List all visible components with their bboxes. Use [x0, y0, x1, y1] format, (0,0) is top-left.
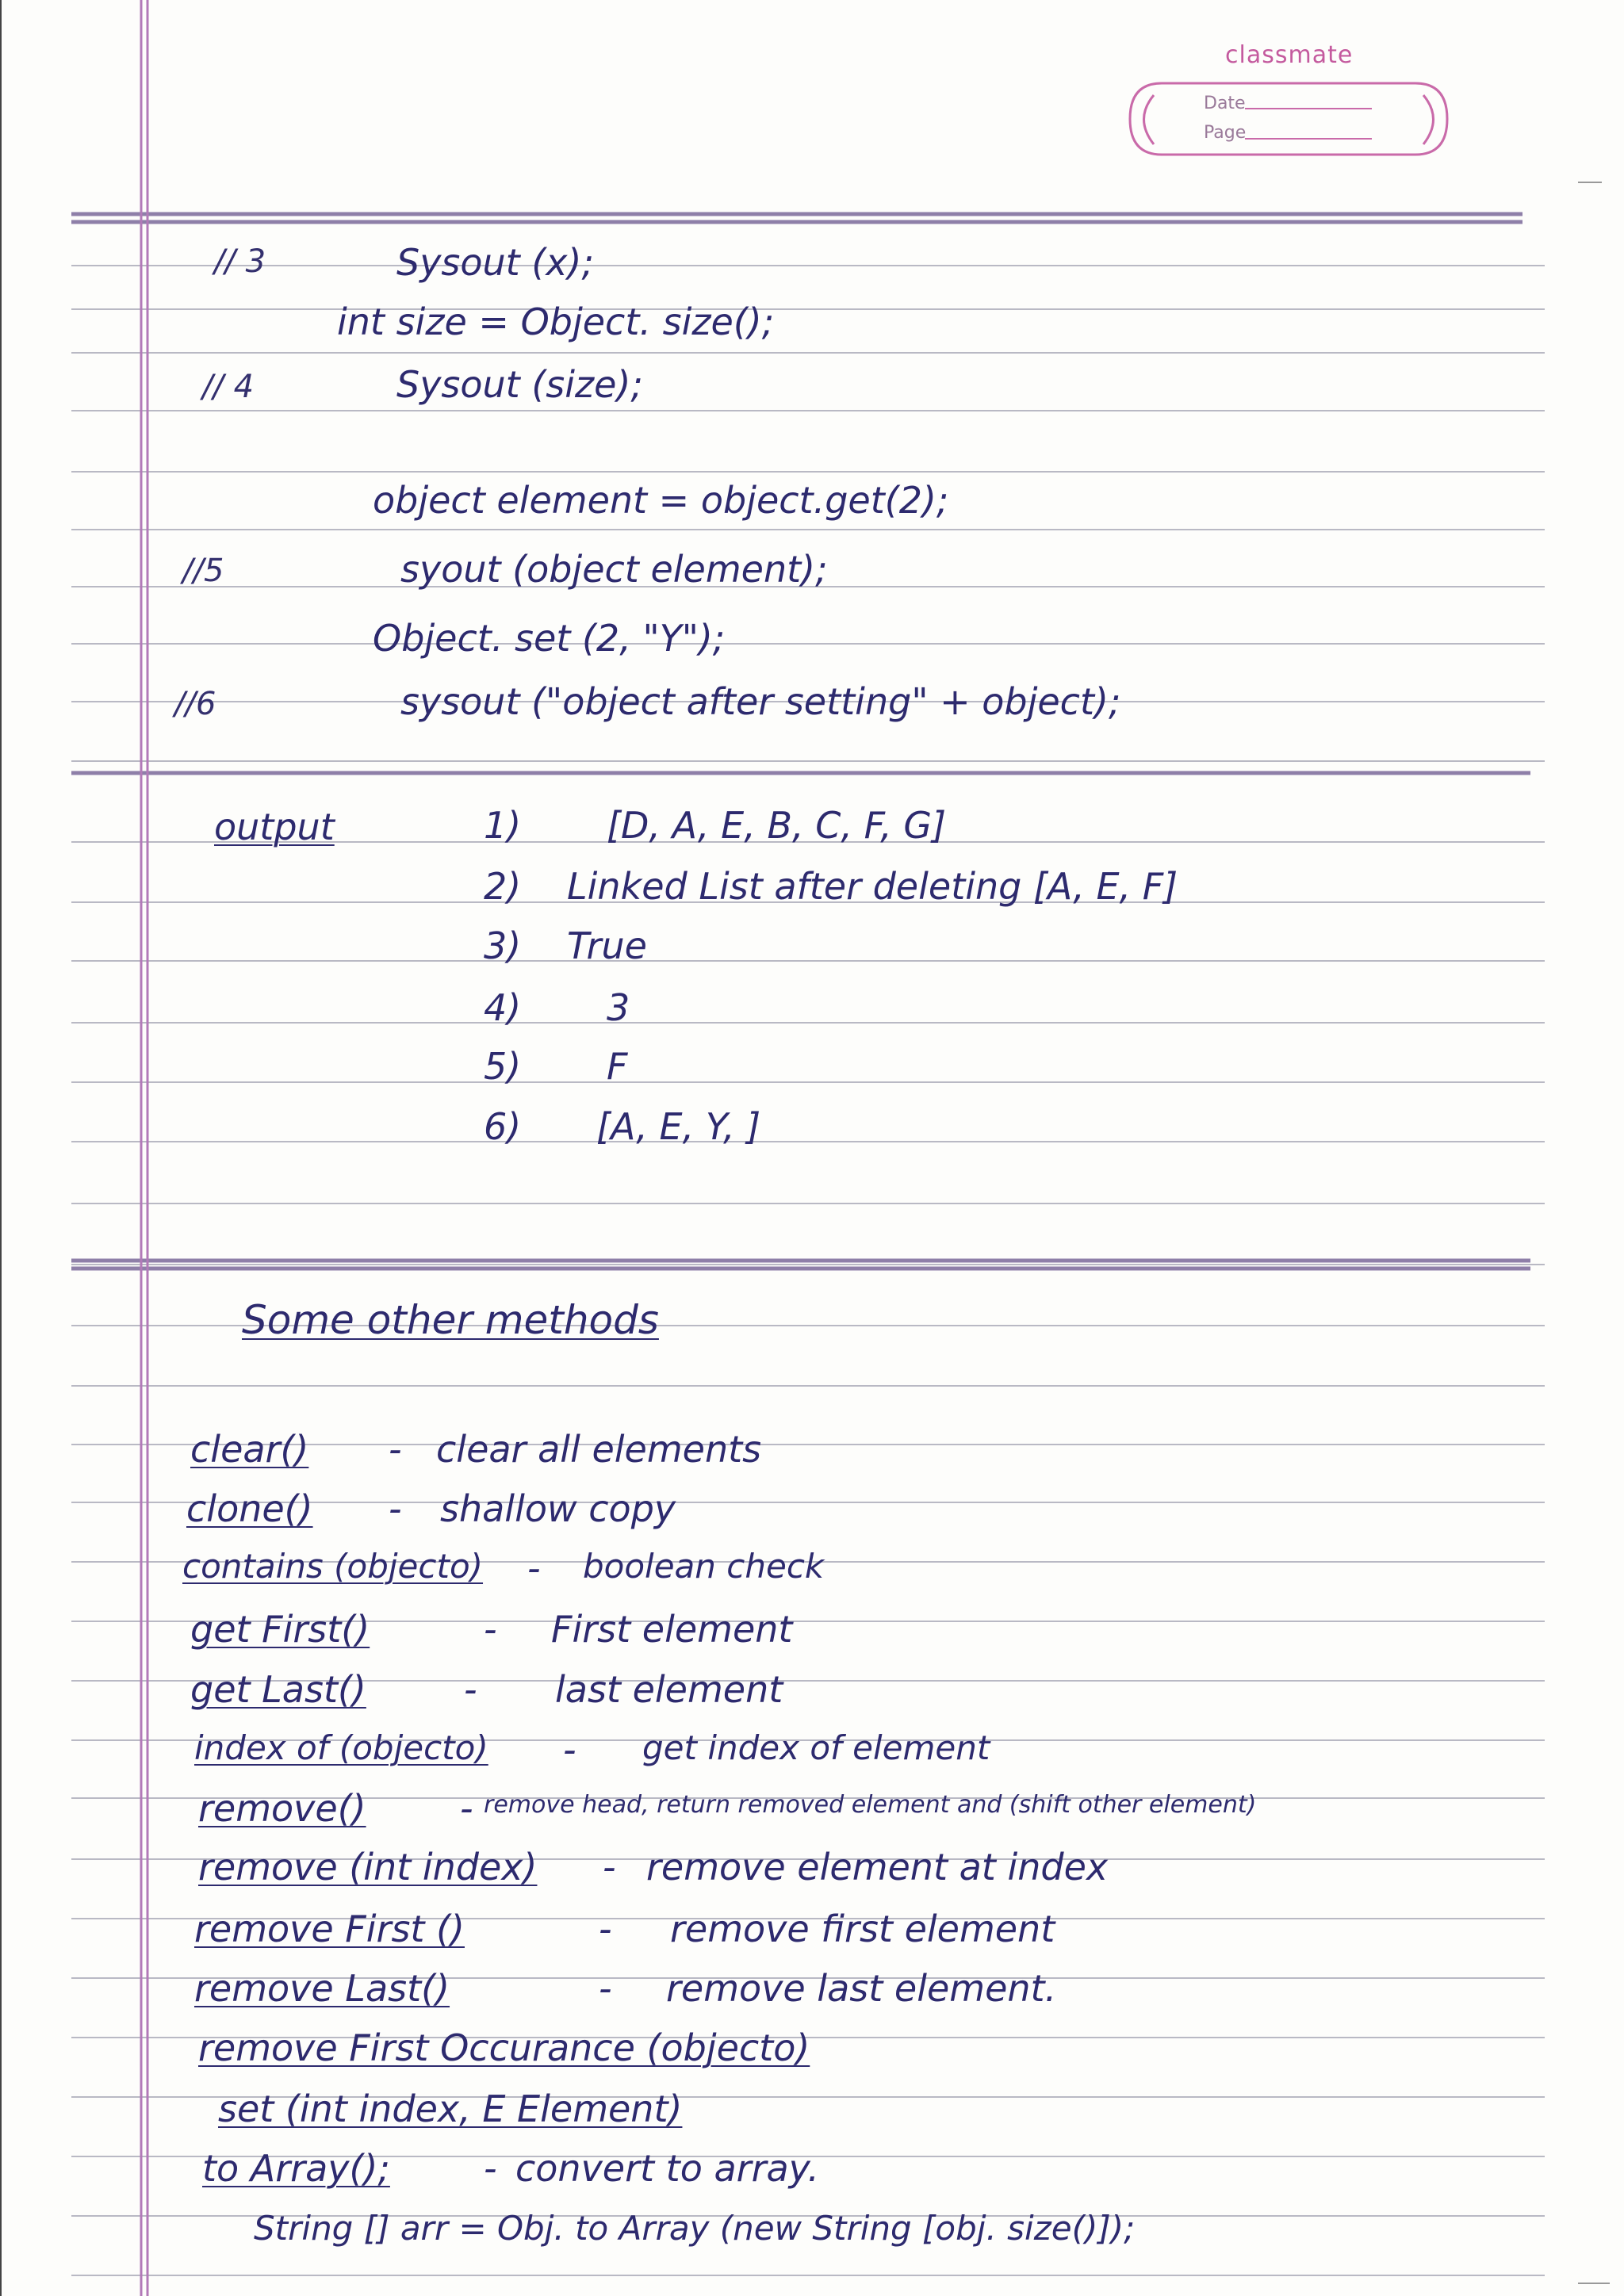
- code-line: Sysout (size);: [396, 363, 643, 406]
- code-comment-number: //5: [182, 553, 224, 589]
- code-line: syout (object element);: [400, 548, 828, 591]
- method-separator: -: [603, 1846, 616, 1888]
- output-item-number: 2): [484, 865, 522, 908]
- method-separator: -: [389, 1428, 402, 1471]
- method-description: shallow copy: [440, 1487, 676, 1530]
- page-label: Page: [1204, 123, 1247, 143]
- method-name: remove(): [198, 1787, 366, 1830]
- method-name: clone(): [186, 1487, 313, 1530]
- method-description: convert to array.: [515, 2147, 819, 2190]
- method-description: get index of element: [642, 1728, 990, 1767]
- code-comment-number: //6: [174, 686, 216, 722]
- method-name: remove First (): [194, 1908, 465, 1950]
- method-separator: -: [599, 1967, 612, 2010]
- method-name: contains (objecto): [182, 1547, 484, 1586]
- method-description: remove last element.: [666, 1967, 1057, 2010]
- output-item-text: True: [567, 924, 647, 967]
- method-name: get Last(): [190, 1668, 366, 1711]
- method-name: set (int index, E Element): [218, 2087, 683, 2130]
- method-description: remove first element: [670, 1908, 1055, 1950]
- method-name: remove (int index): [198, 1846, 538, 1888]
- methods-heading: Some other methods: [242, 1297, 659, 1343]
- method-separator: -: [527, 1547, 541, 1590]
- output-item-number: 5): [484, 1045, 522, 1088]
- date-page-stamp: [1126, 71, 1451, 166]
- date-label: Date: [1204, 94, 1246, 113]
- method-name: to Array();: [202, 2147, 390, 2190]
- output-heading: output: [214, 806, 335, 848]
- method-description: last element: [555, 1668, 783, 1711]
- code-line: int size = Object. size();: [337, 300, 775, 343]
- method-separator: -: [460, 1787, 473, 1830]
- code-comment-number: // 3: [214, 243, 266, 280]
- method-name: get First(): [190, 1608, 370, 1651]
- output-item-number: 6): [484, 1105, 522, 1148]
- to-array-example: String [] arr = Obj. to Array (new String [obj. size()]);: [254, 2209, 1136, 2248]
- method-description: remove element at index: [646, 1846, 1109, 1888]
- brand-logo: classmate: [1225, 41, 1354, 69]
- output-item-text: F: [607, 1045, 628, 1088]
- method-separator: -: [484, 1608, 497, 1651]
- output-item-text: [A, E, Y, ]: [596, 1105, 761, 1148]
- method-description: First element: [551, 1608, 793, 1651]
- method-description: clear all elements: [436, 1428, 762, 1471]
- code-line: object element = object.get(2);: [373, 479, 949, 522]
- method-separator: -: [599, 1908, 612, 1950]
- code-line: sysout ("object after setting" + object);: [400, 680, 1121, 723]
- output-item-text: Linked List after deleting [A, E, F]: [567, 865, 1178, 908]
- code-line: Sysout (x);: [396, 241, 594, 284]
- method-name: clear(): [190, 1428, 309, 1471]
- output-item-number: 1): [484, 804, 522, 847]
- output-item-number: 3): [484, 924, 522, 967]
- method-description: boolean check: [583, 1547, 825, 1586]
- method-separator: -: [389, 1487, 402, 1530]
- method-separator: -: [563, 1728, 576, 1771]
- code-line: Object. set (2, "Y");: [373, 617, 726, 660]
- output-item-text: 3: [607, 986, 630, 1029]
- method-separator: -: [484, 2147, 497, 2190]
- method-description: remove head, return removed element and (shift other element): [484, 1791, 1257, 1819]
- method-name: remove Last(): [194, 1967, 450, 2010]
- method-name: remove First Occurance (objecto): [198, 2026, 810, 2069]
- output-item-number: 4): [484, 986, 522, 1029]
- output-item-text: [D, A, E, B, C, F, G]: [607, 804, 947, 847]
- method-name: index of (objecto): [194, 1728, 488, 1767]
- code-comment-number: // 4: [202, 369, 255, 405]
- method-separator: -: [464, 1668, 477, 1711]
